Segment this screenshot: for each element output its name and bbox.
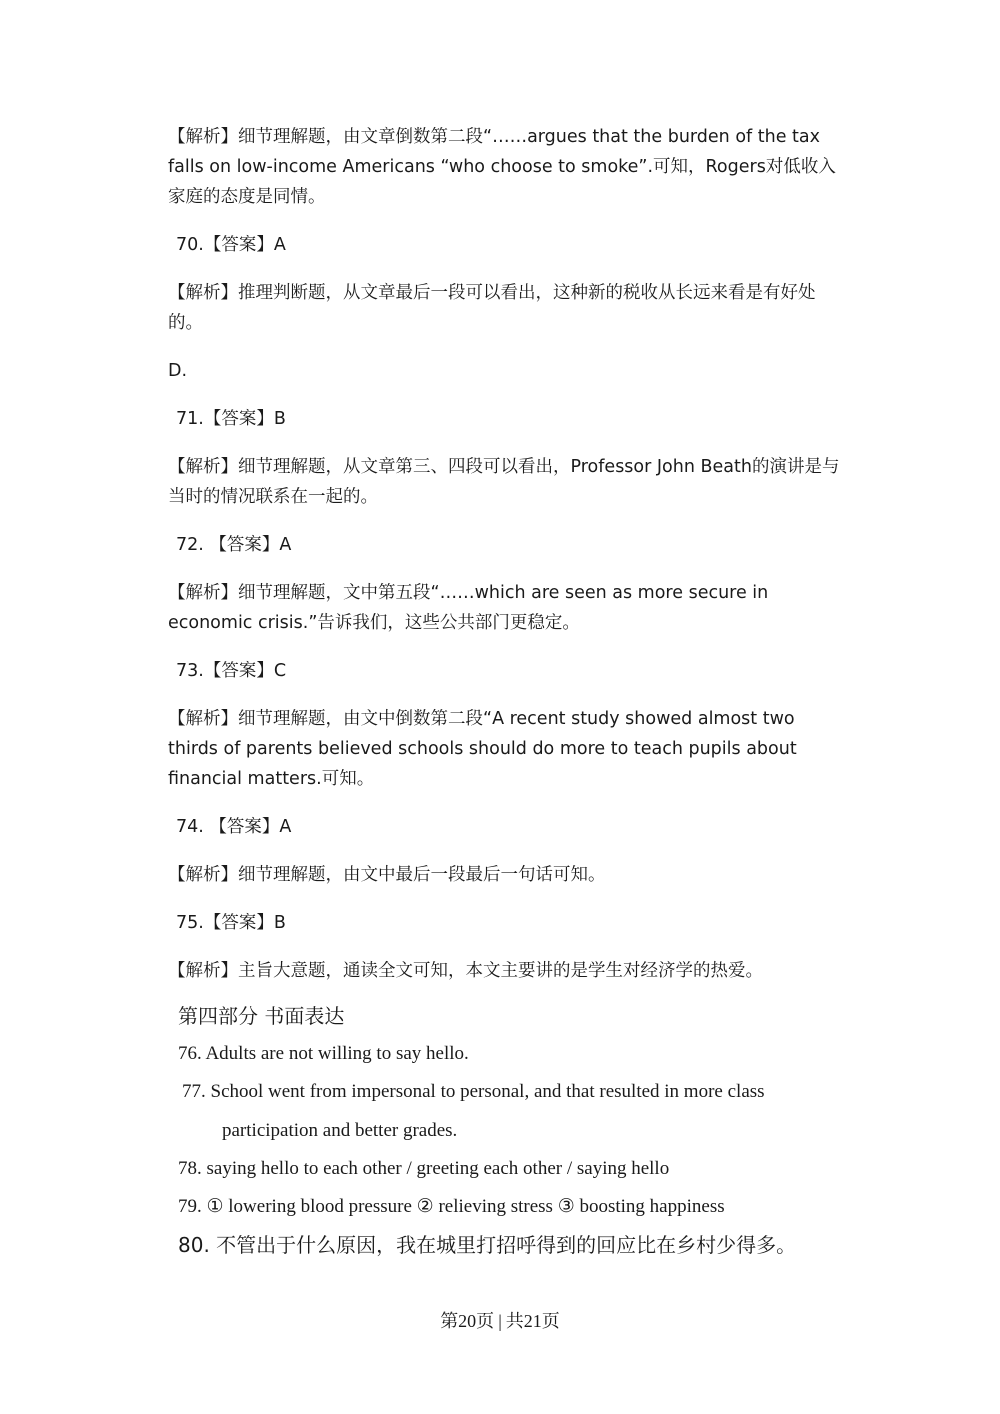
answer-line: 72. 【答案】A [176,535,292,555]
answer-line: 70.【答案】A [176,235,286,255]
answer-line: 75.【答案】B [176,913,286,933]
page-footer [0,1308,1000,1334]
footer-separator: | [498,1311,502,1331]
section-heading: 第四部分 书面表达 [178,1004,345,1028]
answer-line: 74. 【答案】A [176,817,292,837]
analysis-paragraph: 【解析】主旨大意题，通读全文可知，本文主要讲的是学生对经济学的热爱。 [168,961,763,981]
writing-item-80: 80. 不管出于什么原因，我在城里打招呼得到的回应比在乡村少得多。 [178,1233,797,1257]
writing-item-79: 79. ① lowering blood pressure ② relieving stress ③ boosting happiness [178,1196,725,1217]
analysis-paragraph: 【解析】细节理解题，文中第五段“……which are seen as more secure in economic crisis.”告诉我们，这些公共部门更稳定。 [168,583,769,633]
analysis-paragraph: 【解析】细节理解题，从文章第三、四段可以看出，Professor John Beath的演讲是与当时的情况联系在一起的。 [168,457,840,507]
analysis-paragraph: 【解析】细节理解题，由文中最后一段最后一句话可知。 [168,865,606,885]
answer-line: 73.【答案】C [176,661,287,681]
writing-item-77 [182,1072,848,1150]
answer-line: 71.【答案】B [176,409,286,429]
page-total: 共21页 [505,1311,560,1331]
writing-item-76: 76. Adults are not willing to say hello. [178,1043,469,1064]
writing-item-77-line2: participation and better grades. [222,1120,458,1141]
analysis-paragraph: 【解析】细节理解题，由文中倒数第二段“A recent study showed almost two thirds of parents believed schools should do more to teach pupils about financial matters.可知。 [168,709,797,789]
writing-item-78: 78. saying hello to each other / greeting each other / saying hello [178,1158,670,1179]
stray-text: D. [168,361,188,381]
page-number: 第20页 [440,1311,495,1331]
analysis-paragraph: 【解析】细节理解题，由文章倒数第二段“……argues that the burden of the tax falls on low-income Americans “who choose to smoke”.可知，Rogers对低收入家庭的态度是同情。 [168,127,836,207]
analysis-paragraph: 【解析】推理判断题，从文章最后一段可以看出，这种新的税收从长远来看是有好处的。 [168,283,816,333]
writing-item-77-line1: 77. School went from impersonal to personal, and that resulted in more class [182,1081,765,1102]
